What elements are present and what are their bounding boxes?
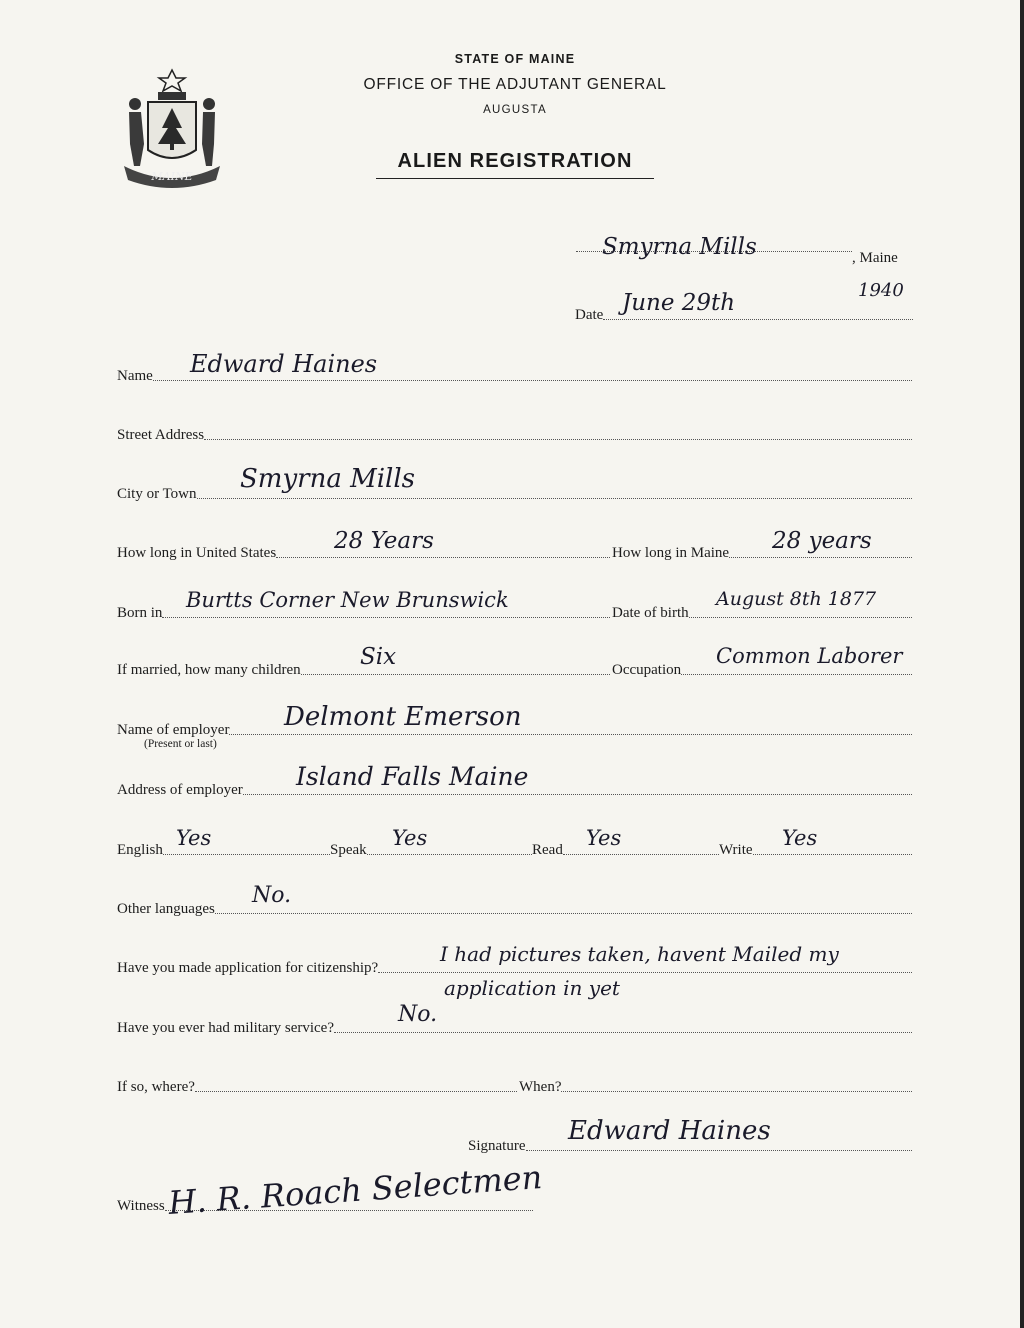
signature-label: Signature — [468, 1138, 526, 1154]
us-duration-label: How long in United States — [117, 545, 277, 561]
city-label: City or Town — [117, 486, 197, 502]
other-languages-value: No. — [252, 883, 292, 908]
where-line — [117, 1079, 517, 1095]
title-underline — [376, 178, 654, 179]
citizenship-value-line2: application in yet — [444, 976, 620, 1000]
citizenship-label: Have you made application for citizenship? — [117, 960, 379, 976]
children-value: Six — [360, 644, 397, 670]
header-office: OFFICE OF THE ADJUTANT GENERAL — [363, 76, 667, 93]
read-line — [532, 842, 719, 858]
other-languages-line — [117, 901, 912, 917]
city-line — [117, 486, 912, 502]
employer-label: Name of employer — [117, 722, 230, 738]
speak-value: Yes — [392, 826, 428, 850]
write-value: Yes — [782, 826, 818, 850]
employer-address-label: Address of employer — [117, 782, 243, 798]
speak-line — [330, 842, 532, 858]
seal-banner: MAINE — [151, 170, 193, 183]
children-label: If married, how many children — [117, 662, 301, 678]
when-label: When? — [519, 1079, 562, 1095]
scan-edge — [1020, 0, 1024, 1328]
maine-duration-value: 28 years — [772, 528, 872, 554]
street-label: Street Address — [117, 427, 205, 443]
speak-label: Speak — [330, 842, 367, 858]
signature-value: Edward Haines — [568, 1116, 771, 1146]
employer-sublabel: (Present or last) — [144, 738, 217, 750]
military-line — [117, 1020, 912, 1036]
born-value: Burtts Corner New Brunswick — [186, 588, 509, 612]
english-value: Yes — [176, 826, 212, 850]
maine-duration-label: How long in Maine — [612, 545, 730, 561]
place-suffix: , Maine — [852, 250, 898, 266]
occupation-value: Common Laborer — [716, 644, 903, 668]
military-label: Have you ever had military service? — [117, 1020, 334, 1036]
citizenship-value-line1: I had pictures taken, havent Mailed my — [440, 942, 839, 966]
city-value: Smyrna Mills — [240, 464, 416, 494]
place-value: Smyrna Mills — [602, 234, 757, 260]
witness-value: H. R. Roach Selectmen — [167, 1157, 544, 1223]
maine-state-seal-icon — [118, 66, 226, 190]
name-label: Name — [117, 368, 153, 384]
when-line — [519, 1079, 912, 1095]
english-label: English — [117, 842, 163, 858]
english-line — [117, 842, 330, 858]
form-title: ALIEN REGISTRATION — [397, 150, 633, 172]
dob-label: Date of birth — [612, 605, 689, 621]
date-value: June 29th — [622, 290, 736, 316]
other-languages-label: Other languages — [117, 901, 215, 917]
street-line — [117, 427, 912, 443]
us-duration-value: 28 Years — [334, 528, 434, 554]
header-city: AUGUSTA — [483, 104, 547, 116]
occupation-label: Occupation — [612, 662, 682, 678]
name-value: Edward Haines — [190, 350, 378, 378]
read-value: Yes — [586, 826, 622, 850]
employer-address-value: Island Falls Maine — [296, 762, 529, 791]
date-label: Date — [575, 307, 604, 323]
read-label: Read — [532, 842, 563, 858]
write-label: Write — [719, 842, 753, 858]
where-label: If so, where? — [117, 1079, 195, 1095]
witness-label: Witness — [117, 1198, 165, 1214]
military-value: No. — [398, 1002, 438, 1027]
date-year: 1940 — [858, 280, 904, 301]
employer-value: Delmont Emerson — [284, 702, 522, 732]
header-state: STATE OF MAINE — [454, 52, 576, 66]
born-label: Born in — [117, 605, 163, 621]
dob-value: August 8th 1877 — [716, 588, 877, 610]
